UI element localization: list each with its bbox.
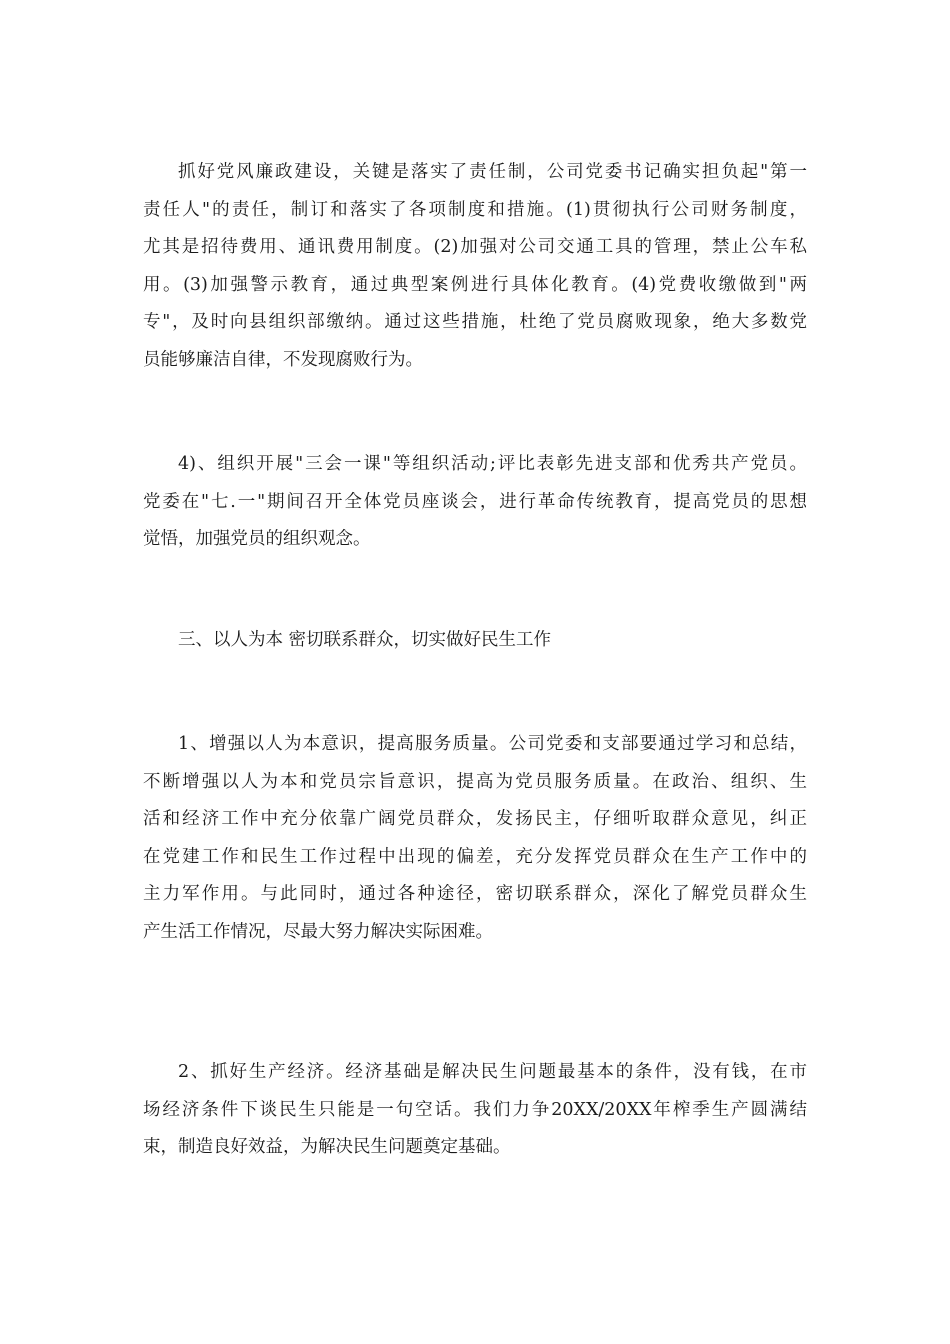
text-line: 专"，及时向县组织部缴纳。通过这些措施，杜绝了党员腐败现象，绝大多数党	[143, 312, 807, 332]
heading-text: 三、以人为本 密切联系群众，切实做好民生工作	[178, 630, 552, 650]
text-line: 1、增强以人为本意识，提高服务质量。公司党委和支部要通过学习和总结，	[178, 734, 807, 754]
text-line: 活和经济工作中充分依靠广阔党员群众，发扬民主，仔细听取群众意见，纠正	[143, 809, 807, 829]
paragraph-people-oriented	[143, 726, 807, 951]
paragraph-party-integrity	[143, 154, 807, 379]
text-line: 束，制造良好效益，为解决民生问题奠定基础。	[143, 1137, 511, 1157]
paragraph-organization-activities	[143, 446, 807, 559]
text-line: 主力军作用。与此同时，通过各种途径，密切联系群众，深化了解党员群众生	[143, 884, 807, 904]
section-heading	[143, 622, 807, 660]
text-line: 责任人"的责任，制订和落实了各项制度和措施。(1)贯彻执行公司财务制度，	[143, 199, 807, 220]
paragraph-production-economy	[143, 1054, 807, 1167]
text-line: 用。(3)加强警示教育，通过典型案例进行具体化教育。(4)党费收缴做到"两	[143, 274, 807, 295]
text-line: 不断增强以人为本和党员宗旨意识，提高为党员服务质量。在政治、组织、生	[143, 771, 807, 792]
text-line: 场经济条件下谈民生只能是一句空话。我们力争20XX/20XX年榨季生产圆满结	[143, 1099, 807, 1120]
text-line: 4)、组织开展"三会一课"等组织活动;评比表彰先进支部和优秀共产党员。	[178, 454, 807, 474]
text-line: 党委在"七.一"期间召开全体党员座谈会，进行革命传统教育，提高党员的思想	[143, 491, 807, 512]
text-line: 尤其是招待费用、通讯费用制度。(2)加强对公司交通工具的管理，禁止公车私	[143, 237, 807, 257]
text-line: 在党建工作和民生工作过程中出现的偏差，充分发挥党员群众在生产工作中的	[143, 846, 807, 867]
text-line: 觉悟，加强党员的组织观念。	[143, 529, 371, 549]
text-line: 抓好党风廉政建设，关键是落实了责任制，公司党委书记确实担负起"第一	[178, 162, 807, 182]
text-line: 2、抓好生产经济。经济基础是解决民生问题最基本的条件，没有钱，在市	[178, 1062, 807, 1082]
text-line: 产生活工作情况，尽最大努力解决实际困难。	[143, 921, 493, 942]
text-line: 员能够廉洁自律，不发现腐败行为。	[143, 349, 423, 370]
